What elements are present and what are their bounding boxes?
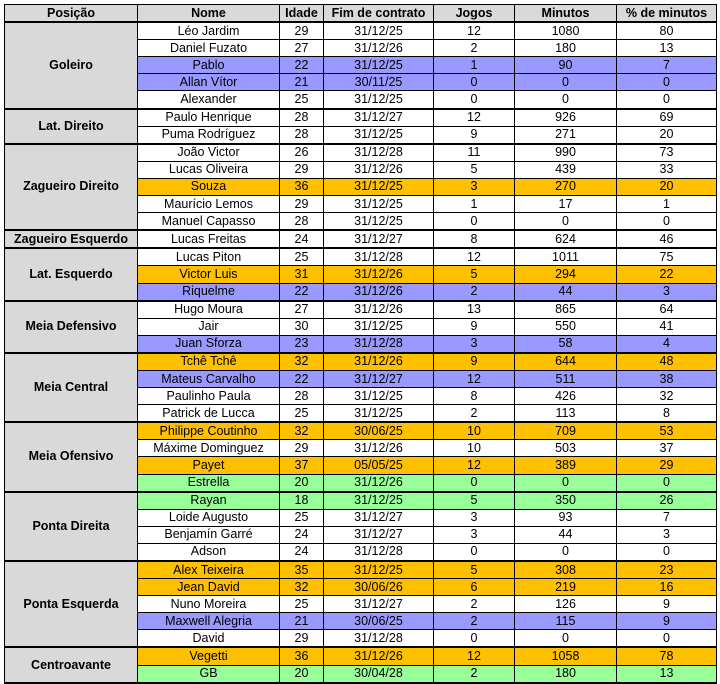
player-minutes-pct: 0: [617, 474, 717, 492]
player-minutes: 58: [515, 335, 617, 353]
header-name: Nome: [138, 5, 280, 23]
player-minutes: 511: [515, 370, 617, 387]
player-games: 0: [434, 213, 515, 231]
player-minutes: 0: [515, 474, 617, 492]
player-contract-end: 31/12/25: [324, 196, 434, 213]
position-group-label: Lat. Esquerdo: [5, 248, 138, 300]
player-games: 12: [434, 22, 515, 40]
player-minutes-pct: 53: [617, 422, 717, 440]
player-age: 30: [280, 318, 324, 335]
player-name: Juan Sforza: [138, 335, 280, 353]
player-age: 20: [280, 665, 324, 683]
player-games: 0: [434, 74, 515, 91]
player-games: 13: [434, 301, 515, 319]
player-minutes: 0: [515, 91, 617, 109]
player-minutes-pct: 32: [617, 388, 717, 405]
player-age: 24: [280, 230, 324, 248]
position-group-label: Meia Ofensivo: [5, 422, 138, 491]
player-games: 2: [434, 665, 515, 683]
player-contract-end: 31/12/27: [324, 526, 434, 543]
player-games: 12: [434, 370, 515, 387]
player-minutes-pct: 48: [617, 353, 717, 371]
player-contract-end: 31/12/25: [324, 492, 434, 510]
player-contract-end: 31/12/26: [324, 161, 434, 178]
player-age: 37: [280, 457, 324, 474]
player-games: 0: [434, 630, 515, 648]
player-minutes-pct: 13: [617, 665, 717, 683]
player-name: Patrick de Lucca: [138, 405, 280, 423]
player-games: 8: [434, 388, 515, 405]
player-age: 21: [280, 613, 324, 630]
player-minutes: 0: [515, 213, 617, 231]
player-age: 24: [280, 543, 324, 561]
player-games: 0: [434, 474, 515, 492]
player-games: 2: [434, 613, 515, 630]
player-minutes-pct: 7: [617, 509, 717, 526]
player-minutes-pct: 33: [617, 161, 717, 178]
player-contract-end: 31/12/27: [324, 370, 434, 387]
player-name: Allan Vítor: [138, 74, 280, 91]
player-minutes: 17: [515, 196, 617, 213]
player-minutes: 644: [515, 353, 617, 371]
player-name: David: [138, 630, 280, 648]
player-name: Pablo: [138, 57, 280, 74]
player-minutes: 44: [515, 283, 617, 301]
player-games: 10: [434, 422, 515, 440]
player-minutes: 180: [515, 40, 617, 57]
player-games: 3: [434, 526, 515, 543]
player-name: Vegetti: [138, 647, 280, 665]
player-age: 29: [280, 630, 324, 648]
player-minutes: 1080: [515, 22, 617, 40]
player-minutes: 0: [515, 630, 617, 648]
player-age: 28: [280, 126, 324, 144]
player-minutes-pct: 29: [617, 457, 717, 474]
table-row: [5, 144, 717, 162]
player-minutes: 865: [515, 301, 617, 319]
player-contract-end: 31/12/27: [324, 596, 434, 613]
player-age: 29: [280, 161, 324, 178]
player-minutes: 113: [515, 405, 617, 423]
player-minutes-pct: 23: [617, 561, 717, 579]
player-name: Maxwell Alegria: [138, 613, 280, 630]
player-contract-end: 31/12/28: [324, 144, 434, 162]
player-name: Victor Luis: [138, 266, 280, 283]
player-name: Loide Augusto: [138, 509, 280, 526]
player-minutes: 550: [515, 318, 617, 335]
player-age: 29: [280, 22, 324, 40]
player-name: Nuno Moreira: [138, 596, 280, 613]
player-name: Payet: [138, 457, 280, 474]
player-age: 23: [280, 335, 324, 353]
player-contract-end: 31/12/26: [324, 647, 434, 665]
player-contract-end: 31/12/25: [324, 388, 434, 405]
player-games: 6: [434, 579, 515, 596]
player-games: 2: [434, 283, 515, 301]
player-age: 32: [280, 579, 324, 596]
player-games: 12: [434, 457, 515, 474]
header-row: [5, 5, 717, 23]
player-name: Rayan: [138, 492, 280, 510]
player-contract-end: 31/12/25: [324, 126, 434, 144]
player-minutes: 1058: [515, 647, 617, 665]
table-row: [5, 561, 717, 579]
player-games: 8: [434, 230, 515, 248]
player-contract-end: 31/12/28: [324, 543, 434, 561]
player-age: 31: [280, 266, 324, 283]
player-age: 32: [280, 353, 324, 371]
squad-table-container: [4, 4, 717, 684]
player-minutes: 180: [515, 665, 617, 683]
player-contract-end: 31/12/25: [324, 318, 434, 335]
player-games: 3: [434, 335, 515, 353]
player-minutes-pct: 9: [617, 613, 717, 630]
player-minutes: 270: [515, 178, 617, 195]
player-name: Adson: [138, 543, 280, 561]
player-minutes: 271: [515, 126, 617, 144]
player-age: 26: [280, 144, 324, 162]
player-minutes: 0: [515, 543, 617, 561]
player-minutes: 294: [515, 266, 617, 283]
player-contract-end: 31/12/26: [324, 474, 434, 492]
position-group-label: Zagueiro Esquerdo: [5, 230, 138, 248]
player-minutes-pct: 20: [617, 126, 717, 144]
player-age: 29: [280, 440, 324, 457]
player-contract-end: 31/12/27: [324, 230, 434, 248]
player-minutes: 503: [515, 440, 617, 457]
player-contract-end: 31/12/27: [324, 509, 434, 526]
player-age: 29: [280, 196, 324, 213]
player-contract-end: 31/12/25: [324, 57, 434, 74]
table-row: [5, 301, 717, 319]
player-contract-end: 31/12/26: [324, 283, 434, 301]
player-contract-end: 31/12/28: [324, 630, 434, 648]
player-age: 22: [280, 57, 324, 74]
player-contract-end: 31/12/25: [324, 561, 434, 579]
player-minutes: 126: [515, 596, 617, 613]
player-minutes: 1011: [515, 248, 617, 266]
player-games: 2: [434, 40, 515, 57]
player-age: 27: [280, 40, 324, 57]
player-age: 25: [280, 248, 324, 266]
player-minutes: 926: [515, 109, 617, 127]
player-minutes-pct: 8: [617, 405, 717, 423]
player-games: 5: [434, 161, 515, 178]
position-group-label: Zagueiro Direito: [5, 144, 138, 230]
player-contract-end: 31/12/25: [324, 178, 434, 195]
player-contract-end: 30/06/26: [324, 579, 434, 596]
player-name: Puma Rodríguez: [138, 126, 280, 144]
player-name: Lucas Freitas: [138, 230, 280, 248]
table-row: [5, 22, 717, 40]
player-age: 28: [280, 109, 324, 127]
player-name: Alex Teixeira: [138, 561, 280, 579]
player-minutes: 624: [515, 230, 617, 248]
squad-table: [4, 4, 717, 684]
player-games: 9: [434, 126, 515, 144]
player-minutes-pct: 22: [617, 266, 717, 283]
player-minutes-pct: 69: [617, 109, 717, 127]
player-name: Jean David: [138, 579, 280, 596]
player-games: 2: [434, 596, 515, 613]
position-group-label: Goleiro: [5, 22, 138, 108]
player-contract-end: 31/12/25: [324, 405, 434, 423]
player-age: 21: [280, 74, 324, 91]
player-games: 10: [434, 440, 515, 457]
player-age: 22: [280, 283, 324, 301]
player-minutes-pct: 41: [617, 318, 717, 335]
player-minutes: 115: [515, 613, 617, 630]
table-row: [5, 109, 717, 127]
header-position: Posição: [5, 5, 138, 23]
player-name: Benjamín Garré: [138, 526, 280, 543]
player-contract-end: 31/12/26: [324, 40, 434, 57]
player-minutes: 44: [515, 526, 617, 543]
position-group-label: Lat. Direito: [5, 109, 138, 144]
player-minutes: 990: [515, 144, 617, 162]
player-minutes-pct: 26: [617, 492, 717, 510]
player-minutes-pct: 13: [617, 40, 717, 57]
player-minutes-pct: 0: [617, 630, 717, 648]
player-age: 36: [280, 178, 324, 195]
player-age: 22: [280, 370, 324, 387]
player-games: 3: [434, 509, 515, 526]
player-contract-end: 31/12/26: [324, 266, 434, 283]
header-minutes-pct: % de minutos: [617, 5, 717, 23]
player-minutes-pct: 0: [617, 213, 717, 231]
player-contract-end: 31/12/26: [324, 353, 434, 371]
player-minutes-pct: 0: [617, 91, 717, 109]
player-games: 2: [434, 405, 515, 423]
player-age: 27: [280, 301, 324, 319]
player-minutes-pct: 7: [617, 57, 717, 74]
player-games: 9: [434, 318, 515, 335]
player-age: 35: [280, 561, 324, 579]
table-row: [5, 492, 717, 510]
player-name: Paulinho Paula: [138, 388, 280, 405]
player-minutes: 350: [515, 492, 617, 510]
player-name: Estrella: [138, 474, 280, 492]
player-minutes-pct: 78: [617, 647, 717, 665]
table-row: [5, 422, 717, 440]
player-contract-end: 31/12/28: [324, 335, 434, 353]
player-games: 12: [434, 248, 515, 266]
player-minutes: 308: [515, 561, 617, 579]
squad-body: [5, 22, 717, 683]
position-group-label: Centroavante: [5, 647, 138, 682]
player-minutes-pct: 80: [617, 22, 717, 40]
player-games: 5: [434, 266, 515, 283]
player-name: Máxime Dominguez: [138, 440, 280, 457]
player-name: Maurício Lemos: [138, 196, 280, 213]
player-contract-end: 30/06/25: [324, 613, 434, 630]
player-minutes-pct: 16: [617, 579, 717, 596]
player-contract-end: 30/11/25: [324, 74, 434, 91]
player-name: Paulo Henrique: [138, 109, 280, 127]
player-games: 11: [434, 144, 515, 162]
player-minutes: 90: [515, 57, 617, 74]
player-minutes-pct: 0: [617, 74, 717, 91]
position-group-label: Meia Central: [5, 353, 138, 422]
player-name: João Victor: [138, 144, 280, 162]
player-minutes-pct: 1: [617, 196, 717, 213]
player-contract-end: 31/12/25: [324, 22, 434, 40]
player-minutes-pct: 9: [617, 596, 717, 613]
player-name: Manuel Capasso: [138, 213, 280, 231]
player-minutes: 93: [515, 509, 617, 526]
player-minutes-pct: 4: [617, 335, 717, 353]
player-name: GB: [138, 665, 280, 683]
player-minutes-pct: 75: [617, 248, 717, 266]
player-age: 18: [280, 492, 324, 510]
player-age: 28: [280, 388, 324, 405]
player-age: 32: [280, 422, 324, 440]
player-minutes-pct: 73: [617, 144, 717, 162]
player-games: 0: [434, 91, 515, 109]
player-minutes-pct: 46: [617, 230, 717, 248]
player-minutes-pct: 64: [617, 301, 717, 319]
player-name: Philippe Coutinho: [138, 422, 280, 440]
player-age: 36: [280, 647, 324, 665]
player-age: 25: [280, 405, 324, 423]
player-contract-end: 31/12/25: [324, 213, 434, 231]
player-contract-end: 30/04/28: [324, 665, 434, 683]
player-games: 12: [434, 647, 515, 665]
player-name: Lucas Oliveira: [138, 161, 280, 178]
player-name: Hugo Moura: [138, 301, 280, 319]
player-minutes: 709: [515, 422, 617, 440]
player-minutes-pct: 20: [617, 178, 717, 195]
player-age: 24: [280, 526, 324, 543]
player-contract-end: 30/06/25: [324, 422, 434, 440]
player-age: 25: [280, 509, 324, 526]
player-minutes: 389: [515, 457, 617, 474]
header-contract-end: Fim de contrato: [324, 5, 434, 23]
player-contract-end: 31/12/27: [324, 109, 434, 127]
position-group-label: Ponta Direita: [5, 492, 138, 561]
header-minutes: Minutos: [515, 5, 617, 23]
player-games: 1: [434, 57, 515, 74]
player-games: 0: [434, 543, 515, 561]
player-minutes: 426: [515, 388, 617, 405]
player-minutes-pct: 3: [617, 526, 717, 543]
player-name: Léo Jardim: [138, 22, 280, 40]
player-minutes-pct: 3: [617, 283, 717, 301]
player-contract-end: 31/12/28: [324, 248, 434, 266]
table-row: [5, 230, 717, 248]
player-games: 5: [434, 561, 515, 579]
player-minutes: 439: [515, 161, 617, 178]
player-age: 28: [280, 213, 324, 231]
player-contract-end: 31/12/26: [324, 440, 434, 457]
player-contract-end: 31/12/26: [324, 301, 434, 319]
player-minutes: 219: [515, 579, 617, 596]
position-group-label: Ponta Esquerda: [5, 561, 138, 647]
table-row: [5, 248, 717, 266]
player-age: 20: [280, 474, 324, 492]
player-name: Alexander: [138, 91, 280, 109]
header-age: Idade: [280, 5, 324, 23]
player-games: 5: [434, 492, 515, 510]
player-contract-end: 31/12/25: [324, 91, 434, 109]
player-name: Lucas Piton: [138, 248, 280, 266]
position-group-label: Meia Defensivo: [5, 301, 138, 353]
player-minutes: 0: [515, 74, 617, 91]
player-games: 3: [434, 178, 515, 195]
player-games: 9: [434, 353, 515, 371]
player-contract-end: 05/05/25: [324, 457, 434, 474]
player-name: Jair: [138, 318, 280, 335]
player-age: 25: [280, 596, 324, 613]
player-name: Riquelme: [138, 283, 280, 301]
player-name: Mateus Carvalho: [138, 370, 280, 387]
player-age: 25: [280, 91, 324, 109]
header-games: Jogos: [434, 5, 515, 23]
player-name: Souza: [138, 178, 280, 195]
table-row: [5, 647, 717, 665]
player-minutes-pct: 38: [617, 370, 717, 387]
player-games: 1: [434, 196, 515, 213]
table-row: [5, 353, 717, 371]
player-name: Tchê Tchê: [138, 353, 280, 371]
player-minutes-pct: 37: [617, 440, 717, 457]
player-games: 12: [434, 109, 515, 127]
player-name: Daniel Fuzato: [138, 40, 280, 57]
player-minutes-pct: 0: [617, 543, 717, 561]
